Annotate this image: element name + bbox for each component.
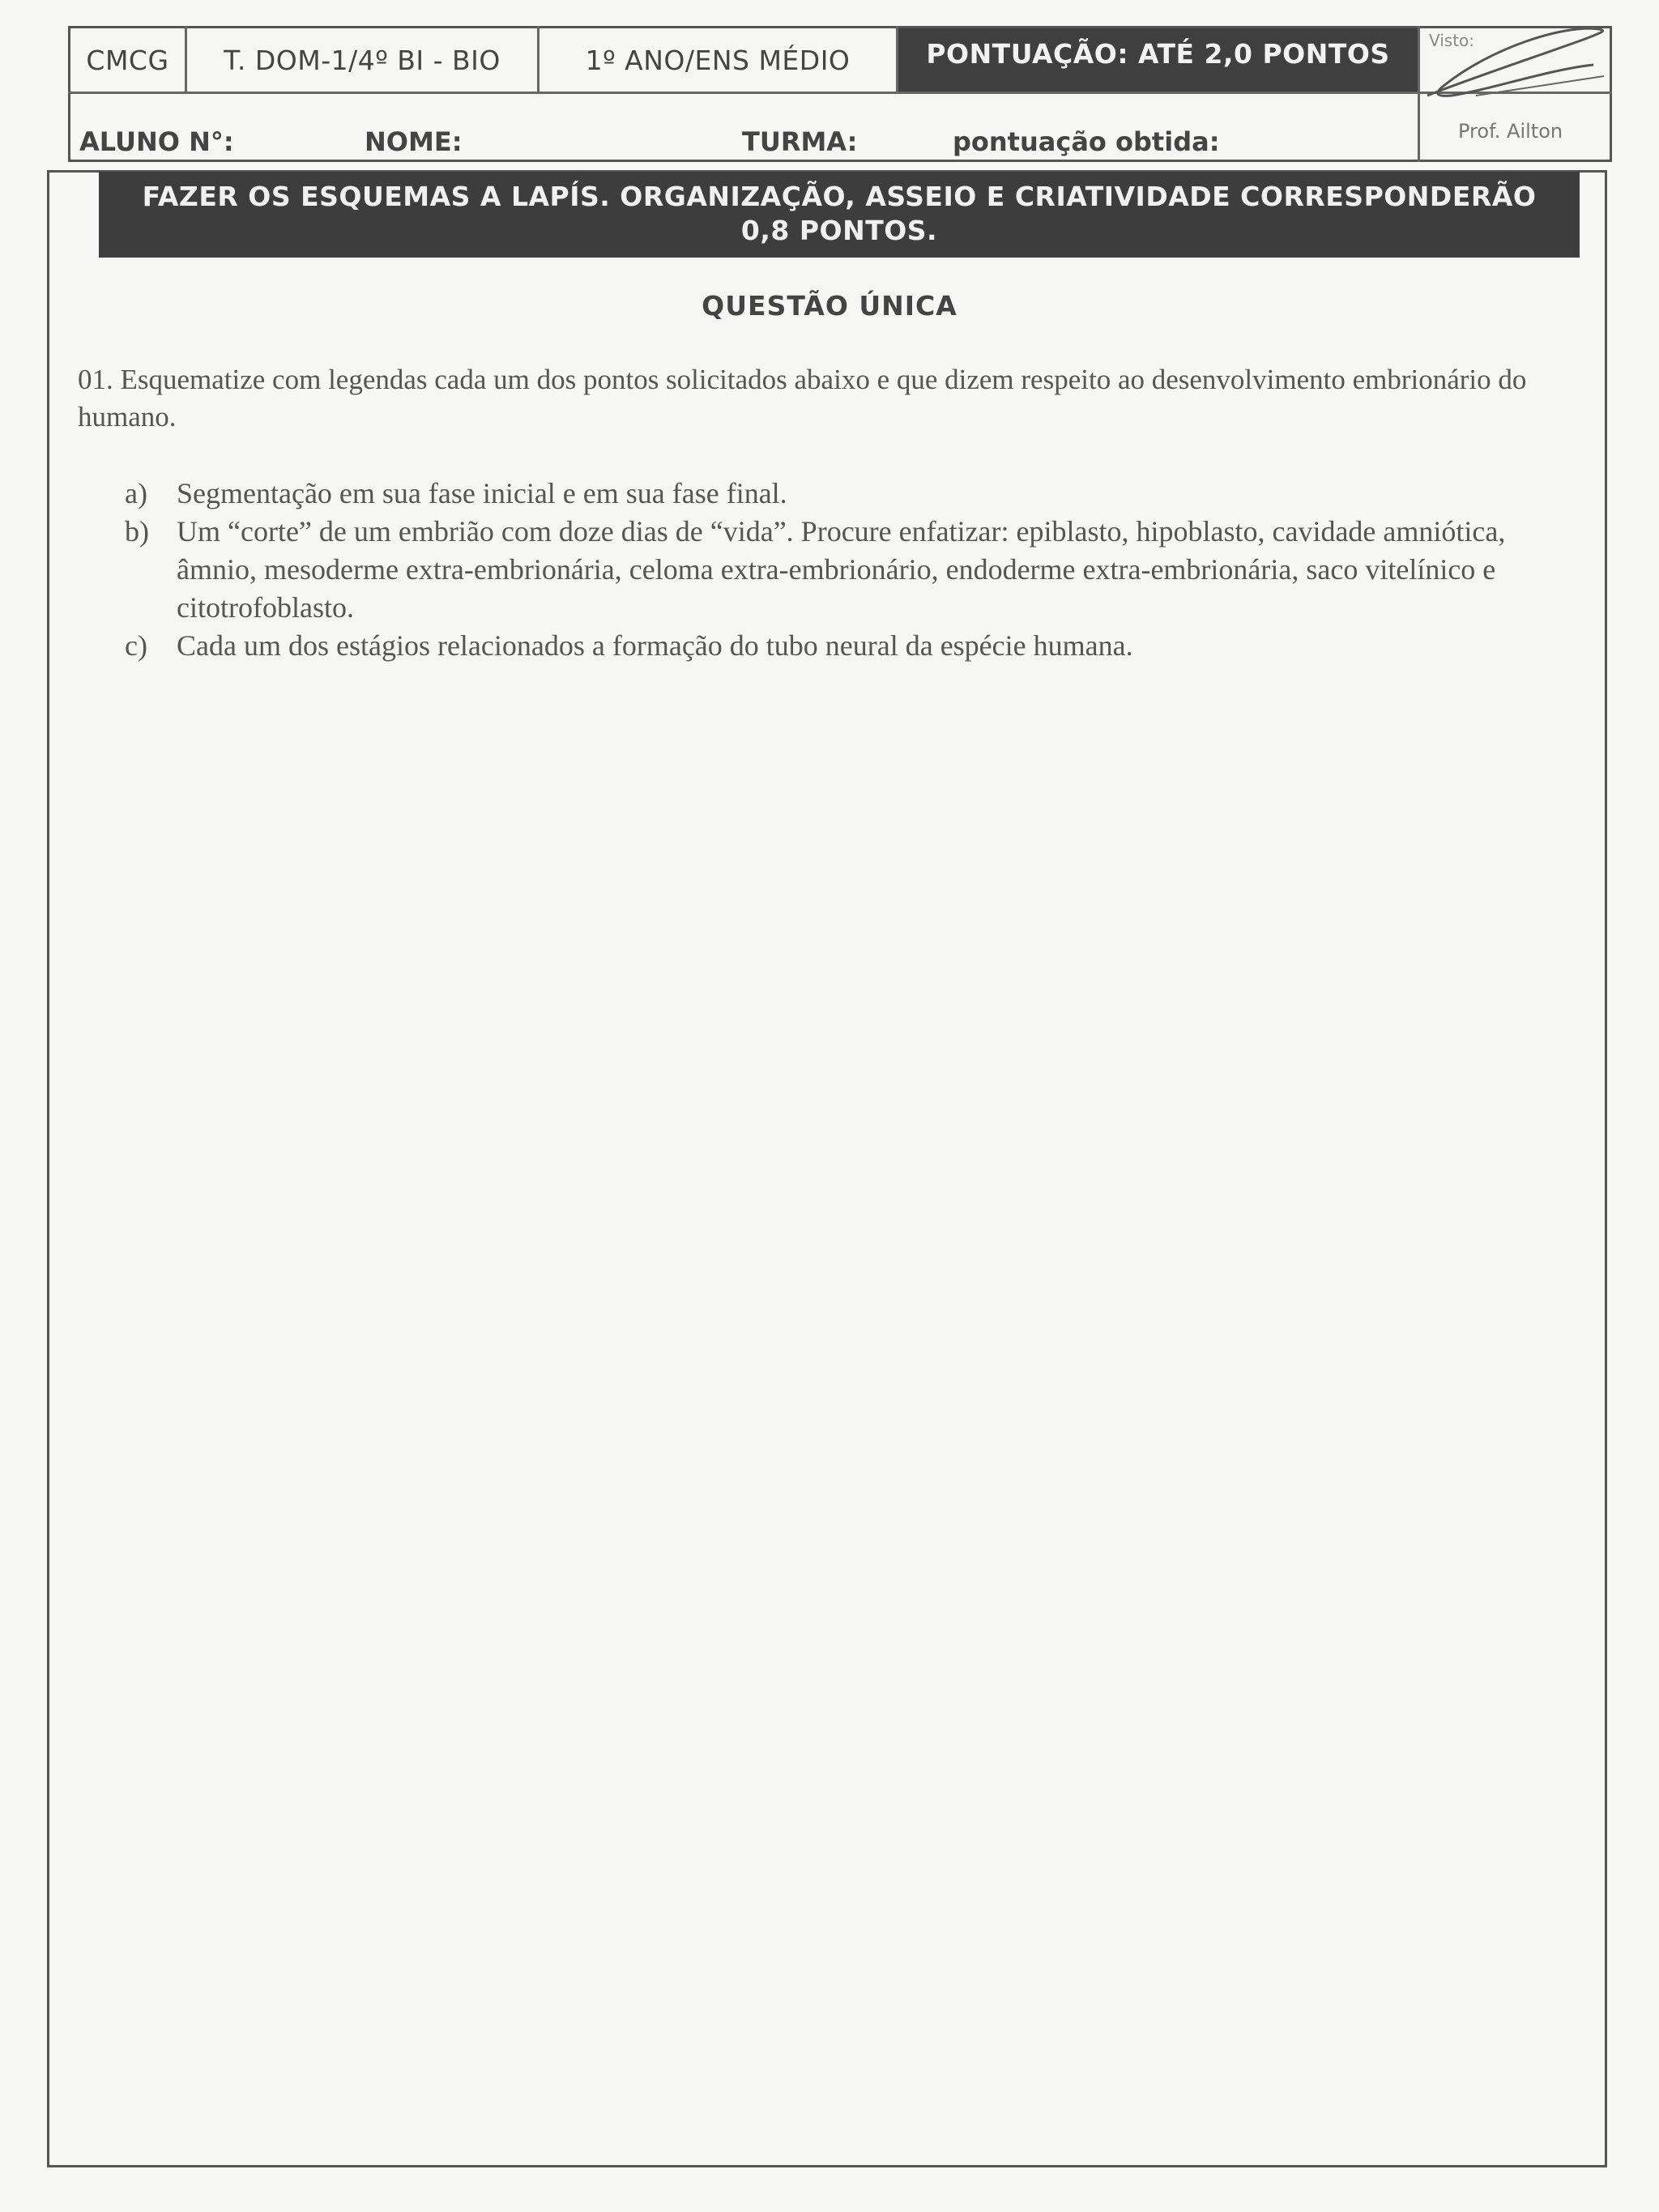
item-marker: a) — [125, 477, 147, 509]
name-label: NOME: — [365, 126, 463, 157]
list-item — [125, 475, 1575, 513]
school-code: CMCG — [86, 44, 169, 76]
item-marker: c) — [125, 629, 147, 662]
instructions-banner — [99, 172, 1580, 258]
item-text: Segmentação em sua fase inicial e em sua fase final. — [177, 477, 787, 509]
list-item — [125, 627, 1575, 665]
student-number-label: ALUNO N°: — [79, 126, 234, 157]
banner-line-1: FAZER OS ESQUEMAS A LAPÍS. ORGANIZAÇÃO, ASSEIO E CRIATIVIDADE CORRESPONDERÃO — [142, 181, 1537, 212]
banner-line-2: 0,8 PONTOS. — [740, 215, 938, 246]
grade-level: 1º ANO/ENS MÉDIO — [585, 44, 851, 76]
question-text: 01. Esquematize com legendas cada um dos pontos solicitados abaixo e que dizem respeito ao desenvolvimento embrionário do humano. — [78, 364, 1527, 433]
visto-label: Visto: — [1429, 31, 1475, 50]
answer-area-frame — [47, 170, 1607, 2167]
question-title: QUESTÃO ÚNICA — [702, 290, 957, 322]
assignment-code: T. DOM-1/4º BI - BIO — [224, 44, 501, 76]
question-items — [125, 475, 1575, 665]
signature-mark — [1419, 23, 1610, 104]
header-divider — [68, 92, 1612, 94]
item-marker: b) — [125, 515, 149, 548]
teacher-name: Prof. Ailton — [1458, 120, 1563, 143]
class-label: TURMA: — [742, 126, 858, 157]
list-item — [125, 513, 1575, 627]
item-text: Cada um dos estágios relacionados a formação do tubo neural da espécie humana. — [177, 629, 1133, 662]
max-score: PONTUAÇÃO: ATÉ 2,0 PONTOS — [898, 28, 1418, 92]
score-obtained-label: pontuação obtida: — [953, 126, 1220, 157]
item-text: Um “corte” de um embrião com doze dias de “vida”. Procure enfatizar: epiblasto, hipoblasto, cavidade amniótica, âmnio, mesoderme extra-embrionária, celoma extra-embrionário, endoderme extra-embrionária, saco vitelínico e citotrofoblasto. — [177, 515, 1506, 624]
